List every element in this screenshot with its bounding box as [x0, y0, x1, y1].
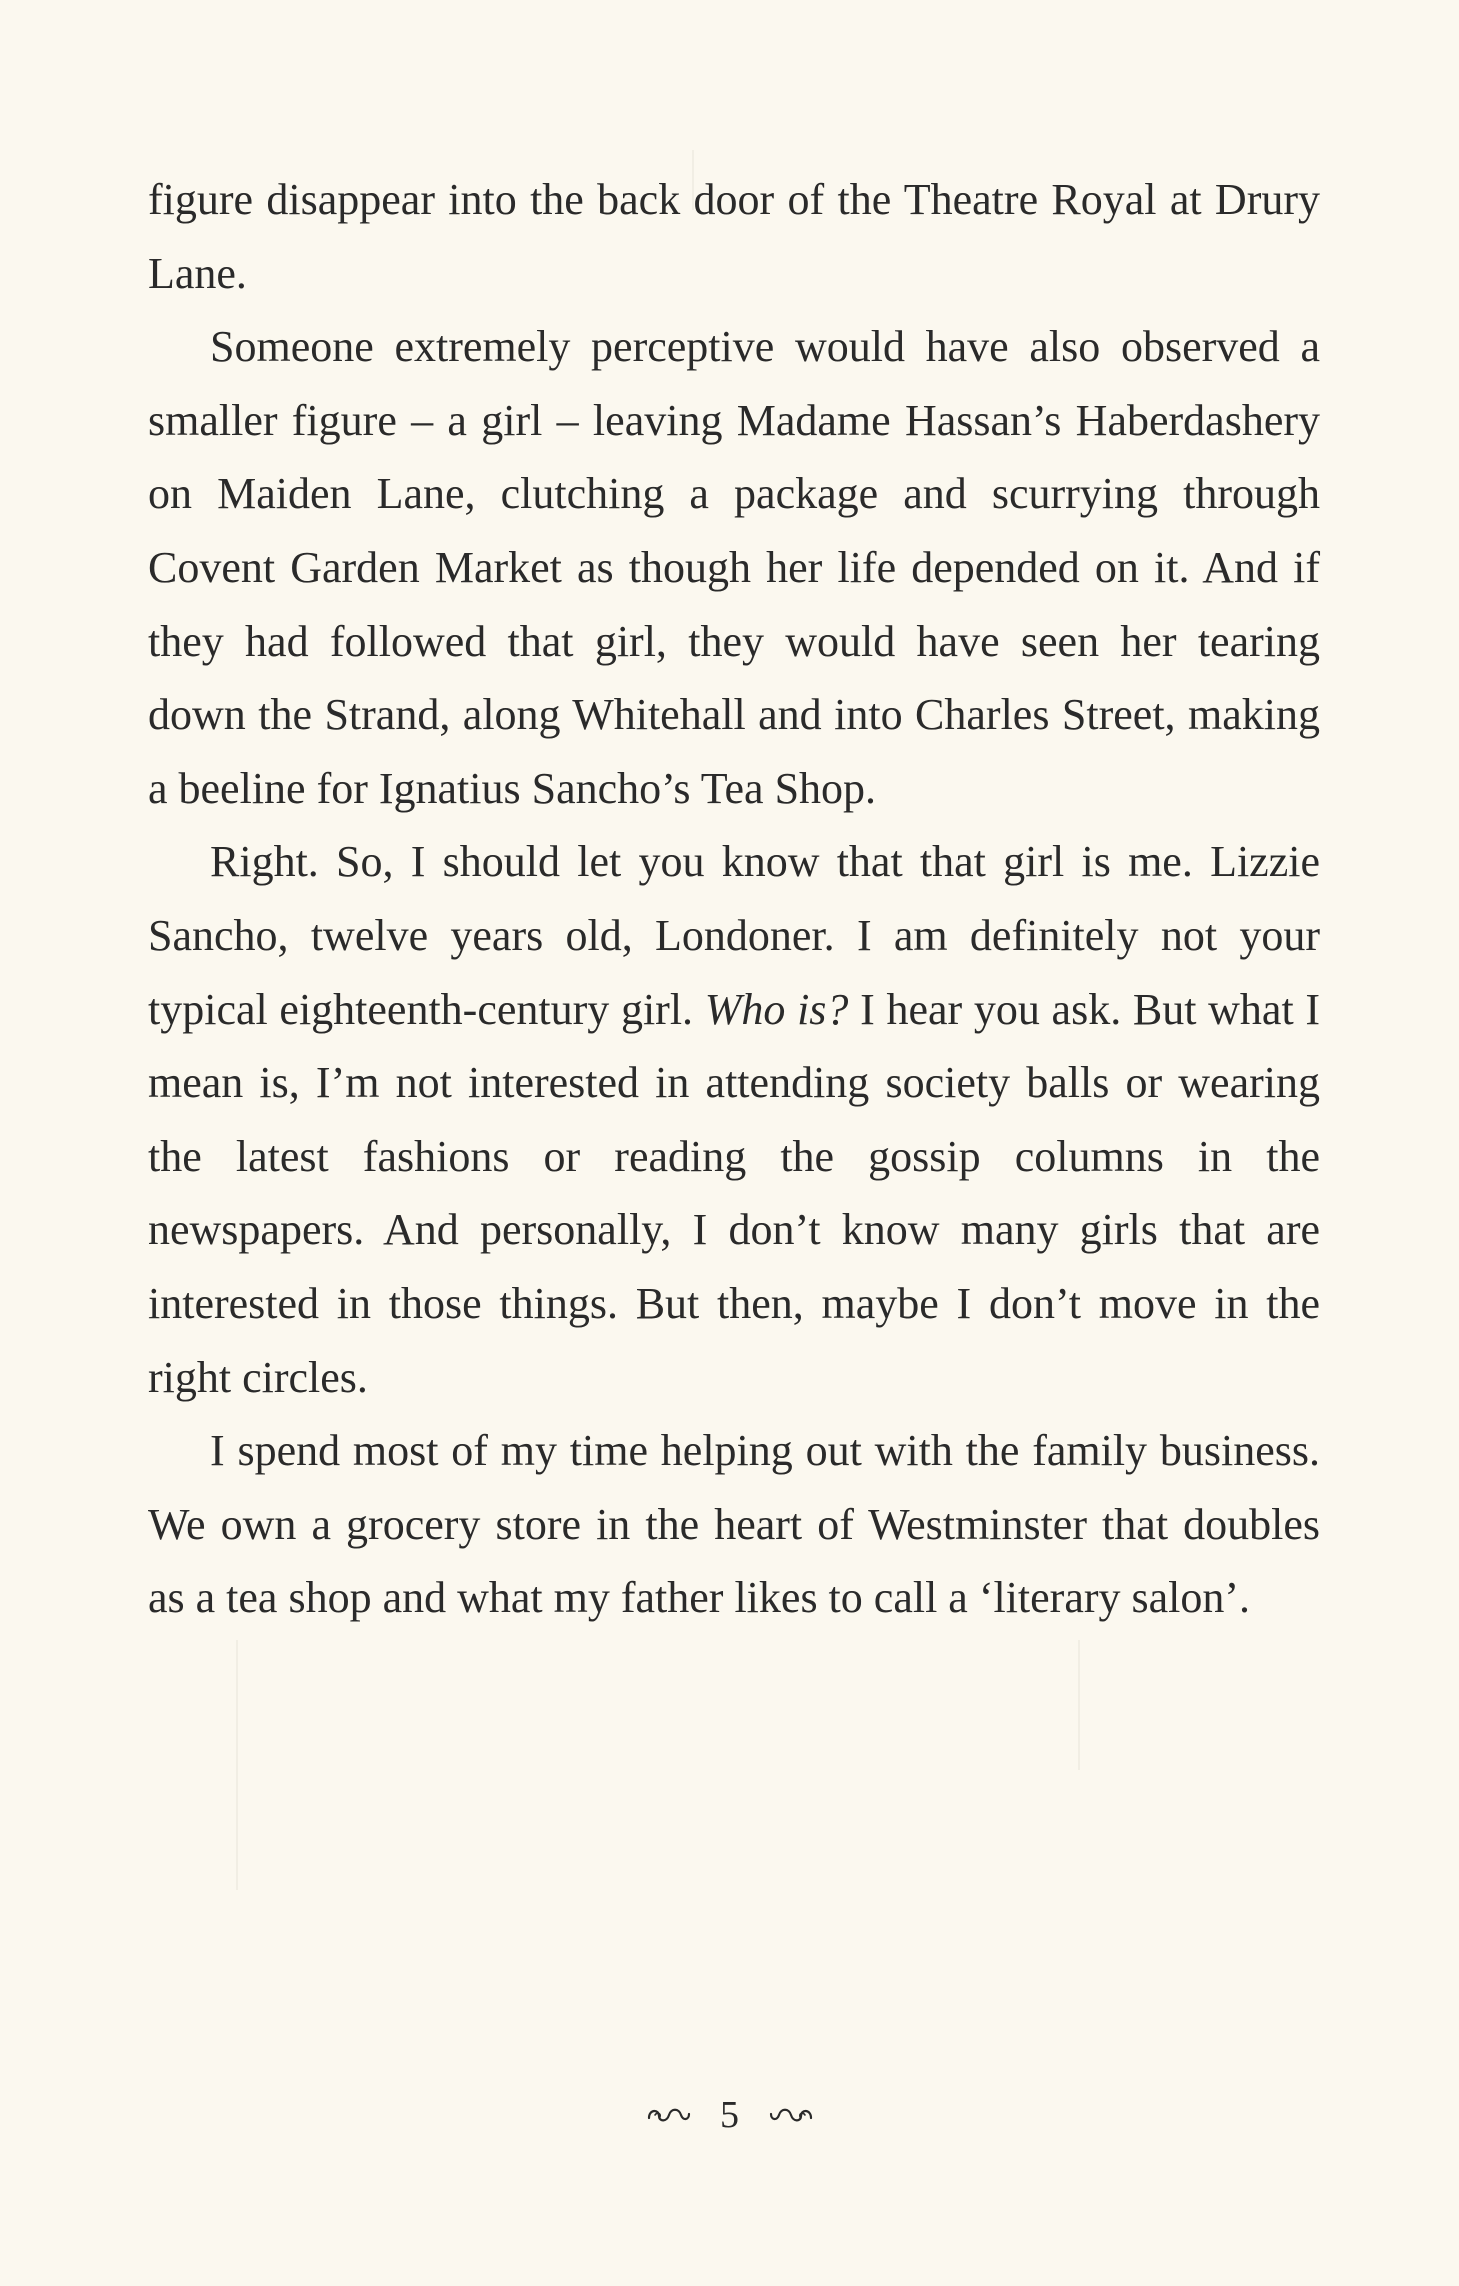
paragraph — [148, 163, 1320, 310]
swash-ornament-icon — [645, 2103, 693, 2127]
italic-text: Who is? — [704, 984, 849, 1034]
paragraph — [148, 825, 1320, 1414]
page-crease — [1078, 1640, 1080, 1770]
body-text — [148, 163, 1320, 1635]
paragraph — [148, 1414, 1320, 1635]
page-crease — [236, 1640, 238, 1890]
paragraph-text: I spend most of my time helping out with the family business. We own a grocery store in the heart of Westminster that doubles as a tea shop and what my father likes to call a ‘literary salon’. — [148, 1426, 1320, 1623]
paragraph-text: Right. So, I should let you know that that girl is me. Lizzie Sancho, twelve years old, Londoner. I am definitely not your typical eighteenth-century girl. — [148, 837, 1320, 1034]
paragraph-text: I hear you ask. But what I mean is, I’m not interested in attending society balls or wearing the latest fashions or reading the gossip columns in the newspapers. And personally, I don’t know many girls that are interested in those things. But then, maybe I don’t move in the right circles. — [148, 984, 1320, 1402]
page-number: 5 — [720, 2094, 739, 2137]
swash-ornament-icon — [767, 2103, 815, 2127]
page-folio — [0, 2090, 1459, 2137]
paragraph-text: figure disappear into the back door of the Theatre Royal at Drury Lane. — [148, 175, 1320, 298]
paragraph-text: Someone extremely perceptive would have also observed a smaller figure – a girl – leaving Madame Hassan’s Haberdashery on Maiden Lane, clutching a package and scurrying through Covent Garden Market as though her life depended on it. And if they had followed that girl, they would have seen her tearing down the Strand, along Whitehall and into Charles Street, making a beeline for Ignatius Sancho’s Tea Shop. — [148, 322, 1320, 813]
paragraph — [148, 310, 1320, 825]
